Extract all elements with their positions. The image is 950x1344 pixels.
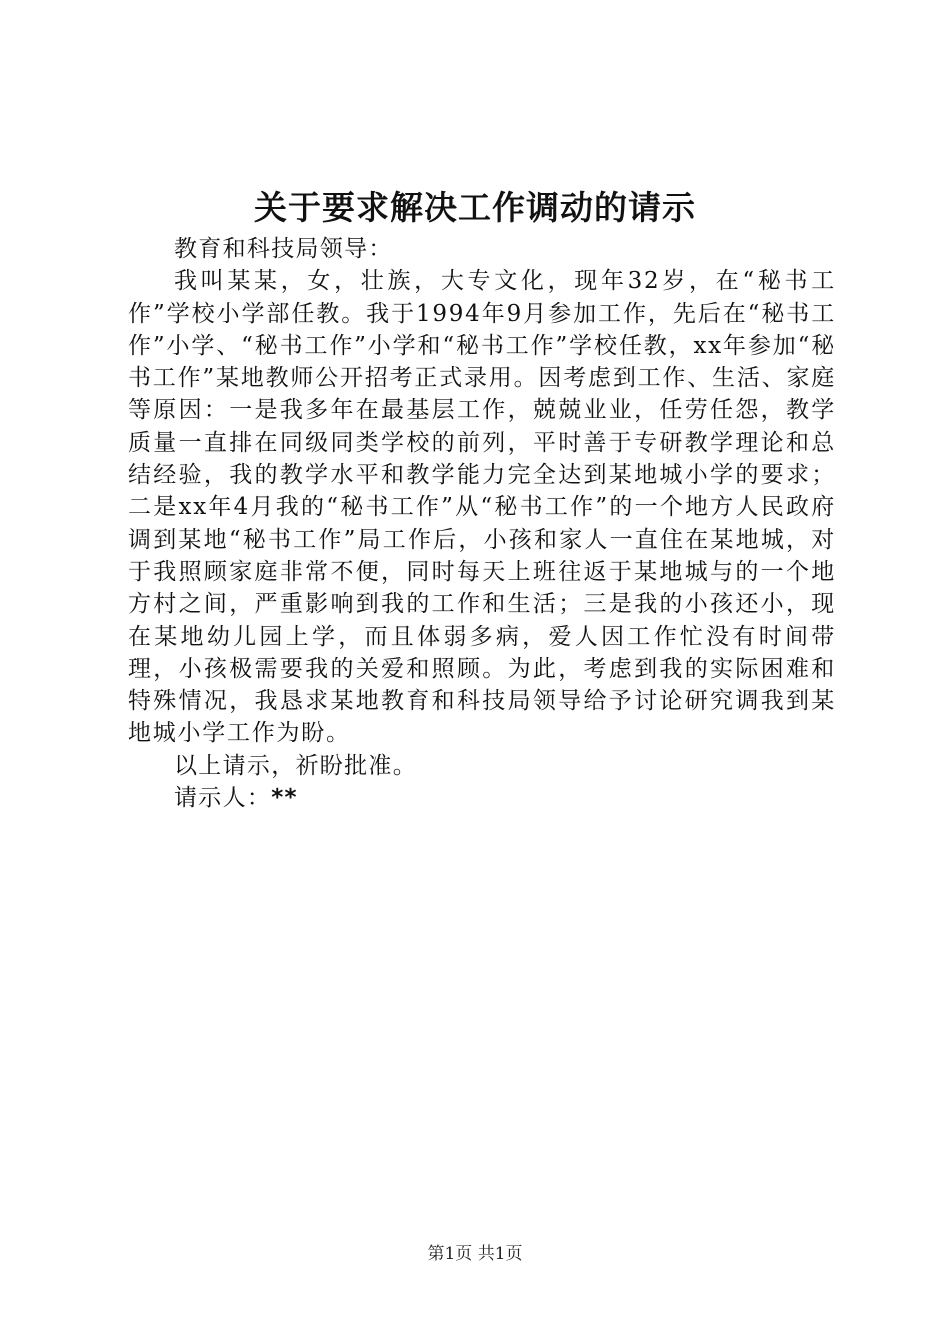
document-title: 关于要求解决工作调动的请示 (254, 188, 696, 227)
signer-label: 请示人： (174, 785, 272, 812)
signer-name: ** (271, 785, 298, 812)
salutation: 教育和科技局领导： (174, 236, 393, 262)
closing-line: 以上请示，祈盼批准。 (174, 752, 417, 779)
page-footer: 第1页 共1页 (427, 1244, 523, 1264)
main-paragraph: 我叫某某，女，壮族，大专文化，现年32岁，在“秘书工作”学校小学部任教。我于1994年9月参加工作，先后在“秘书工作”小学、“秘书工作”小学和“秘书工作”学校任教，xx年参加“秘书工作”某地教师公开招考正式录用。因考虑到工作、生活、家庭等原因：一是我多年在最基层工作，兢兢业业，任劳任怨，教学质量一直排在同级同类学校的前列，平时善于专研教学理论和总结经验，我的教学水平和教学能力完全达到某地城小学的要求；二是xx年4月我的“秘书工作”从“秘书工作”的一个地方人民政府调到某地“秘书工作”局工作后，小孩和家人一直住在某地城，对于我照顾家庭非常不便，同时每天上班往返于某地城与的一个地方村之间，严重影响到我的工作和生活；三是我的小孩还小，现在某地幼儿园上学，而且体弱多病，爱人因工作忙没有时间带理，小孩极需要我的关爱和照顾。为此，考虑到我的实际困难和特殊情况，我恳求某地教育和科技局领导给予讨论研究调我到某地城小学工作为盼。 (128, 268, 836, 747)
signer-line (128, 782, 836, 814)
document-body (128, 233, 836, 814)
